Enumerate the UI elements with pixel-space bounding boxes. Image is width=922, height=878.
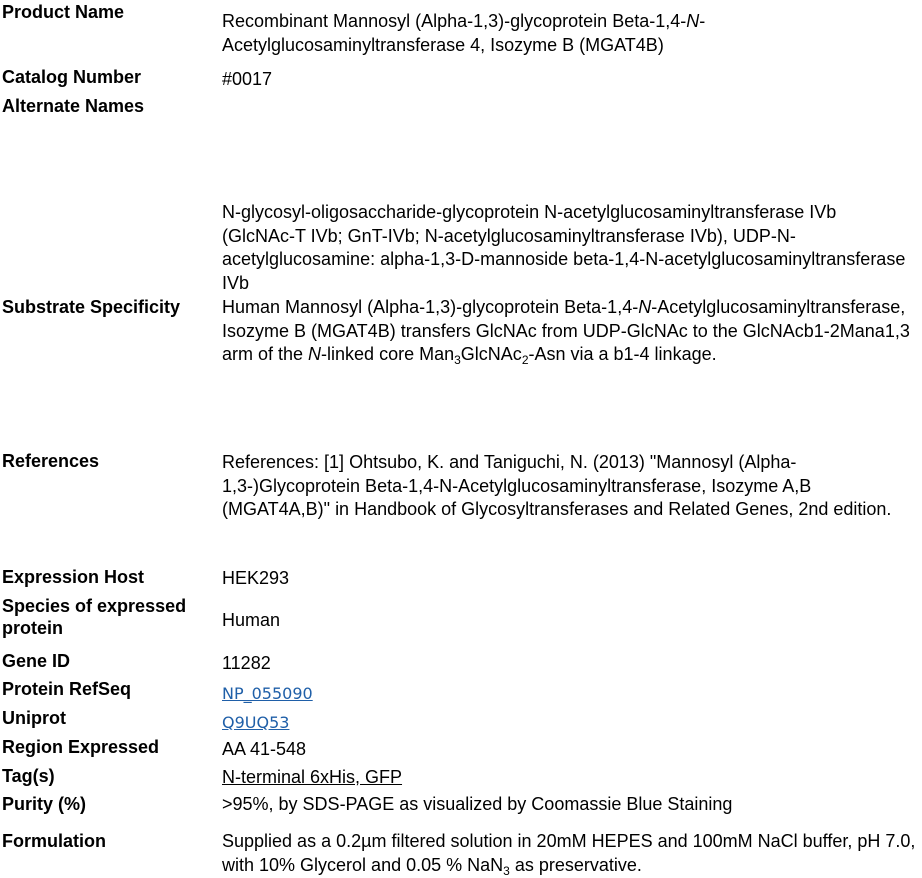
substrate-part-c: -linked core Man [321, 344, 455, 364]
value-formulation [222, 830, 920, 877]
substrate-part-d: GlcNAc [460, 344, 522, 364]
value-alternate-names: N-glycosyl-oligosaccharide-glycoprotein N-acetylglucosaminyltransferase IVb (GlcNAc-T IVb; GnT-IVb; N-acetylglucosaminyltransferase IVb), UDP-N-acetylglucosamine: alpha-1,3-D-mannoside beta-1,4-N-acetylglucosaminyltransferase IVb [222, 202, 906, 293]
product-name-part-b: - [699, 11, 706, 31]
substrate-sub-2: 2 [521, 353, 529, 367]
value-protein-refseq [222, 682, 922, 706]
label-region-expressed: Region Expressed [2, 737, 160, 757]
value-references: References: [1] Ohtsubo, K. and Taniguchi, N. (2013) "Mannosyl (Alpha-1,3-)Glycoprotein Beta-1,4-N-Acetylglucosaminyltransferase, Isozyme A,B (MGAT4A,B)" in Handbook of Glycosyltransferases and Related Genes, 2nd edition. [222, 452, 892, 519]
substrate-italic-n2: N [308, 344, 322, 364]
tags-text: N-terminal 6xHis, GFP [222, 767, 403, 787]
value-species: Human [222, 610, 281, 630]
label-alternate-names: Alternate Names [2, 96, 145, 116]
label-tags: Tag(s) [2, 766, 55, 786]
value-catalog-number: #0017 [222, 69, 273, 89]
value-uniprot [222, 711, 922, 735]
value-region-expressed: AA 41-548 [222, 739, 307, 759]
value-tags [222, 766, 922, 790]
substrate-sub-1: 3 [454, 353, 461, 367]
label-product-name: Product Name [2, 2, 125, 22]
substrate-part-a: Human Mannosyl (Alpha-1,3)-glycoprotein Beta-1,4- [222, 297, 639, 317]
label-protein-refseq: Protein RefSeq [2, 679, 132, 699]
substrate-part-b: -Acetylglucosaminyltransferase, Isozyme B (MGAT4B) transfers GlcNAc from UDP-GlcNAc to the GlcNAcb1-2Mana1,3 arm of the [222, 297, 910, 364]
label-species [2, 595, 186, 639]
product-name-part-c: Acetylglucosaminyltransferase 4, Isozyme B (MGAT4B) [222, 34, 664, 55]
value-purity: >95%, by SDS-PAGE as visualized by Coomassie Blue Staining [222, 794, 733, 814]
formulation-part-a: Supplied as a 0.2µm filtered solution in 20mM HEPES and 100mM NaCl buffer, pH 7.0, with 10% Glycerol and 0.05 % NaN [222, 831, 916, 875]
formulation-part-b: as preservative. [509, 854, 642, 875]
product-name-italic-n: N [686, 11, 700, 31]
label-catalog-number: Catalog Number [2, 67, 142, 87]
formulation-sub: 3 [503, 863, 510, 878]
protein-refseq-link[interactable]: NP_055090 [222, 684, 313, 703]
label-species-line1: Species of expressed [2, 596, 187, 616]
label-formulation: Formulation [2, 831, 106, 851]
substrate-italic-n1: N [638, 297, 652, 317]
value-product-name [222, 10, 782, 57]
label-gene-id: Gene ID [2, 651, 71, 671]
label-expression-host: Expression Host [2, 567, 145, 587]
uniprot-link[interactable]: Q9UQ53 [222, 713, 290, 732]
value-substrate-specificity [222, 296, 912, 367]
label-references: References [2, 451, 100, 471]
label-purity: Purity (%) [2, 794, 87, 814]
label-uniprot: Uniprot [2, 708, 66, 728]
substrate-part-e: -Asn via a b1-4 linkage. [528, 344, 717, 364]
label-species-line2: protein [2, 618, 63, 638]
product-name-part-a: Recombinant Mannosyl (Alpha-1,3)-glycoprotein Beta-1,4- [222, 11, 687, 31]
value-expression-host: HEK293 [222, 568, 290, 588]
label-substrate-specificity: Substrate Specificity [2, 297, 181, 317]
value-gene-id: 11282 [222, 653, 271, 673]
